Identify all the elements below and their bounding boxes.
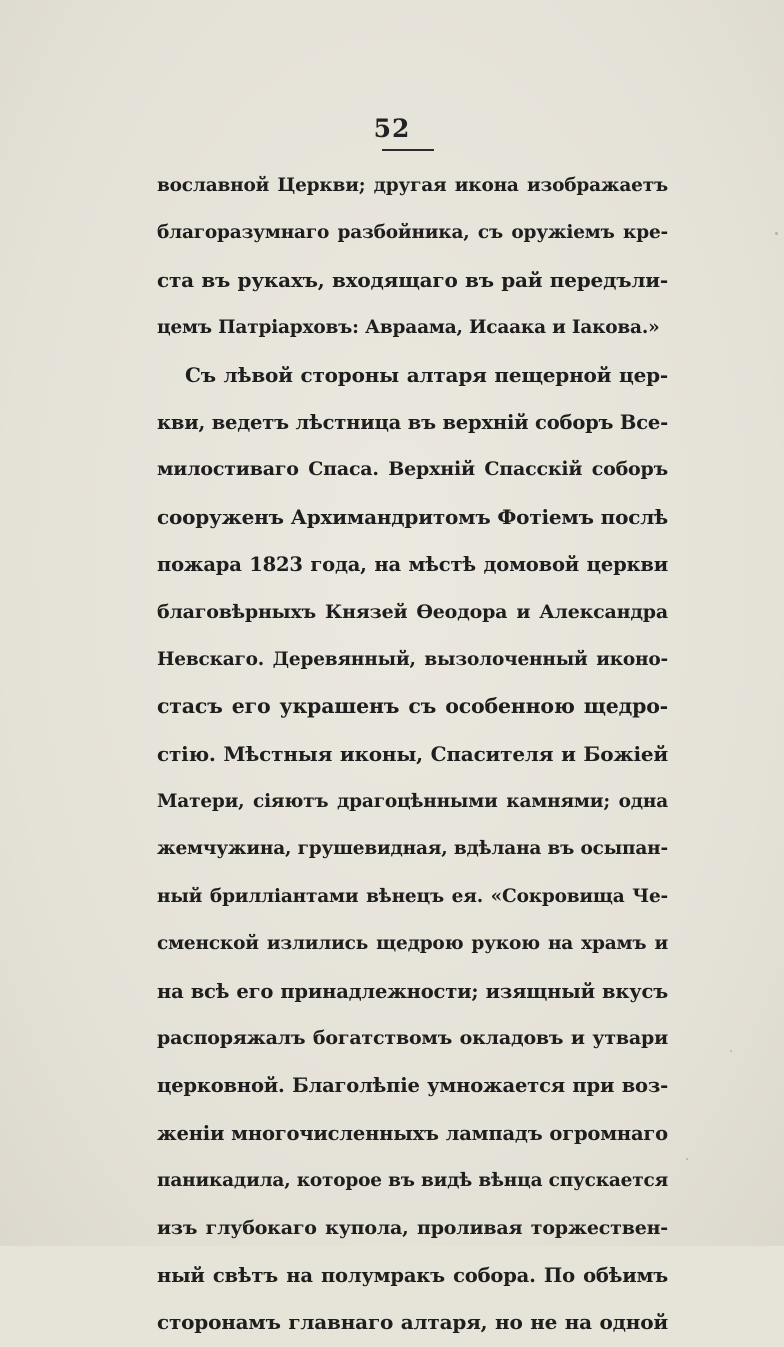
text-line: сторонамъ главнаго алтаря, но не на одной xyxy=(157,1310,668,1335)
text-line: благовѣрныхъ Князей Ѳеодора и Александра xyxy=(157,600,668,623)
text-line: изъ глубокаго купола, проливая торжествен- xyxy=(157,1216,668,1239)
text-line: церковной. Благолѣпіе умножается при воз- xyxy=(157,1074,668,1098)
text-line: милостиваго Спаса. Верхній Спасскій соборъ xyxy=(157,458,668,481)
text-line: цемъ Патріарховъ: Авраама, Исаака и Іакова.» xyxy=(157,317,660,339)
text-line: стію. Мѣстныя иконы, Спасителя и Божіей xyxy=(157,741,668,766)
page-number: 52 xyxy=(373,114,411,143)
text-line: жемчужина, грушевидная, вдѣлана въ осыпан- xyxy=(157,838,668,860)
text-line: ный свѣтъ на полумракъ собора. По обѣимъ xyxy=(157,1263,668,1287)
text-line: сменской излились щедрою рукою на храмъ и xyxy=(157,933,668,955)
text-line: благоразумнаго разбойника, съ оружіемъ кре- xyxy=(157,222,668,244)
text-line: Съ лѣвой стороны алтаря пещерной цер- xyxy=(185,362,668,387)
text-line: пожара 1823 года, на мѣстѣ домовой церкви xyxy=(157,553,668,577)
paper-speck xyxy=(775,232,778,235)
page-number-rule xyxy=(382,149,434,151)
text-line: на всѣ его принадлежности; изящный вкусъ xyxy=(157,979,668,1003)
text-line: распоряжалъ богатствомъ окладовъ и утвари xyxy=(157,1027,668,1050)
paper-speck xyxy=(730,1050,732,1052)
text-line: женіи многочисленныхъ лампадъ огромнаго xyxy=(157,1121,668,1145)
text-line: вославной Церкви; другая икона изображаетъ xyxy=(157,175,668,196)
text-line: сооруженъ Архимандритомъ Фотіемъ послѣ xyxy=(157,504,668,529)
text-line: Матери, сіяютъ драгоцѣнными камнями; одна xyxy=(157,791,668,813)
text-line: ста въ рукахъ, входящаго въ рай передъли- xyxy=(157,267,668,292)
body-text xyxy=(157,162,668,1347)
text-line: ный брилліантами вѣнецъ ея. «Сокровища Че- xyxy=(157,885,668,907)
text-line: Невскаго. Деревянный, вызолоченный иконо- xyxy=(157,648,668,670)
text-line: стасъ его украшенъ съ особенною щедро- xyxy=(157,694,668,719)
paper-speck xyxy=(686,1158,688,1160)
text-line: кви, ведетъ лѣстница въ верхній соборъ Все- xyxy=(157,410,668,434)
text-line: паникадила, которое въ видѣ вѣнца спускается xyxy=(157,1170,669,1192)
